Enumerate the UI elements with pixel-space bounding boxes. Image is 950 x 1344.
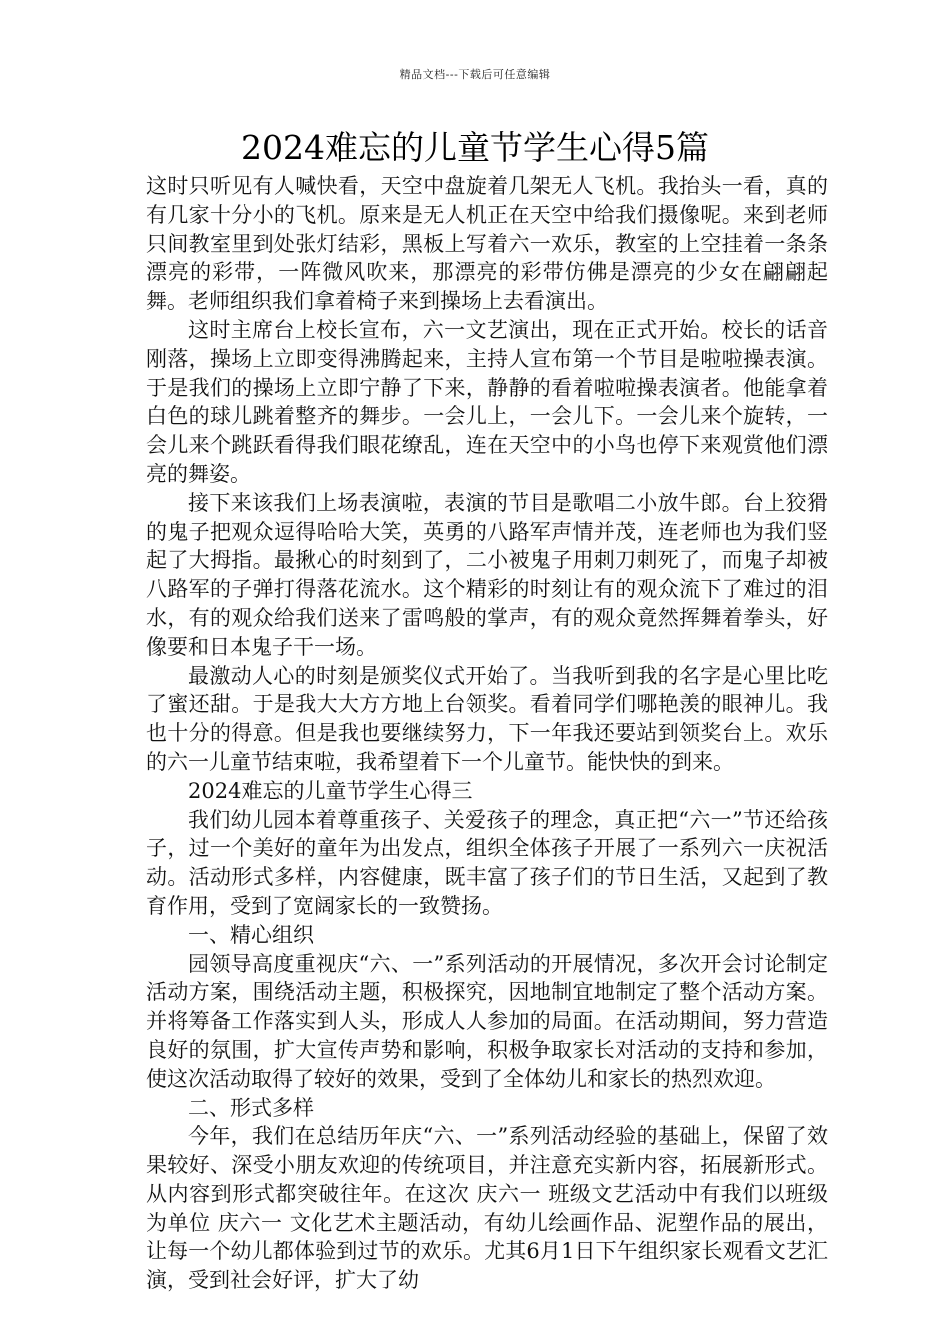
paragraph: 今年，我们在总结历年庆“六、一”系列活动经验的基础上，保留了效果较好、深受小朋友欢迎的传统项目，并注意充实新内容，拓展新形式。从内容到形式都突破往年。在这次 庆六一 班级文艺活动中有我们以班级为单位 庆六一 文化艺术主题活动，有幼儿绘画作品、泥塑作品的展出，让每一个幼儿都体验到过节的欢乐。尤其6月1日下午组织家长观看文艺汇演，受到社会好评，扩大了幼 <box>146 1124 828 1293</box>
document-title: 2024难忘的儿童节学生心得5篇 <box>241 128 709 167</box>
paragraph: 园领导高度重视庆“六、一”系列活动的开展情况，多次开会讨论制定活动方案，围绕活动主题，积极探究，因地制宜地制定了整个活动方案。并将筹备工作落实到人头，形成人人参加的局面。在活动期间，努力营造良好的氛围，扩大宣传声势和影响，积极争取家长对活动的支持和参加，使这次活动取得了较好的效果，受到了全体幼儿和家长的热烈欢迎。 <box>146 951 828 1091</box>
page-header: 精品文档---下载后可任意编辑 <box>399 68 551 81</box>
section-heading: 一、精心组织 <box>188 922 314 947</box>
paragraph: 这时主席台上校长宣布，六一文艺演出，现在正式开始。校长的话音刚落，操场上立即变得沸腾起来，主持人宣布第一个节目是啦啦操表演。于是我们的操场上立即宁静了下来，静静的看着啦啦操表演者。他能拿着白色的球儿跳着整齐的舞步。一会儿上，一会儿下。一会儿来个旋转，一会儿来个跳跃看得我们眼花缭乱，连在天空中的小鸟也停下来观赏他们漂亮的舞姿。 <box>146 317 828 486</box>
document-body <box>146 172 828 1295</box>
paragraph: 最激动人心的时刻是颁奖仪式开始了。当我听到我的名字是心里比吃了蜜还甜。于是我大大方方地上台领奖。看着同学们哪艳羡的眼神儿。我也十分的得意。但是我也要继续努力，下一年我还要站到领奖台上。欢乐的六一儿童节结束啦，我希望着下一个儿童节。能快快的到来。 <box>146 663 828 774</box>
section-heading: 2024难忘的儿童节学生心得三 <box>188 778 473 803</box>
section-heading: 二、形式多样 <box>188 1095 314 1120</box>
paragraph: 这时只听见有人喊快看，天空中盘旋着几架无人飞机。我抬头一看，真的有几家十分小的飞机。原来是无人机正在天空中给我们摄像呢。来到老师只间教室里到处张灯结彩，黑板上写着六一欢乐，教室的上空挂着一条条漂亮的彩带，一阵微风吹来，那漂亮的彩带仿佛是漂亮的少女在翩翩起舞。老师组织我们拿着椅子来到操场上去看演出。 <box>146 174 828 314</box>
paragraph: 我们幼儿园本着尊重孩子、关爱孩子的理念，真正把“六一”节还给孩子，过一个美好的童年为出发点，组织全体孩子开展了一系列六一庆祝活动。活动形式多样，内容健康，既丰富了孩子们的节日生活，又起到了教育作用，受到了宽阔家长的一致赞扬。 <box>146 807 828 918</box>
paragraph: 接下来该我们上场表演啦，表演的节目是歌唱二小放牛郎。台上狡猾的鬼子把观众逗得哈哈大笑，英勇的八路军声情并茂，连老师也为我们竖起了大拇指。最揪心的时刻到了，二小被鬼子用刺刀刺死了，而鬼子却被八路军的子弹打得落花流水。这个精彩的时刻让有的观众流下了难过的泪水，有的观众给我们送来了雷鸣般的掌声，有的观众竟然挥舞着拳头，好像要和日本鬼子干一场。 <box>146 490 828 659</box>
